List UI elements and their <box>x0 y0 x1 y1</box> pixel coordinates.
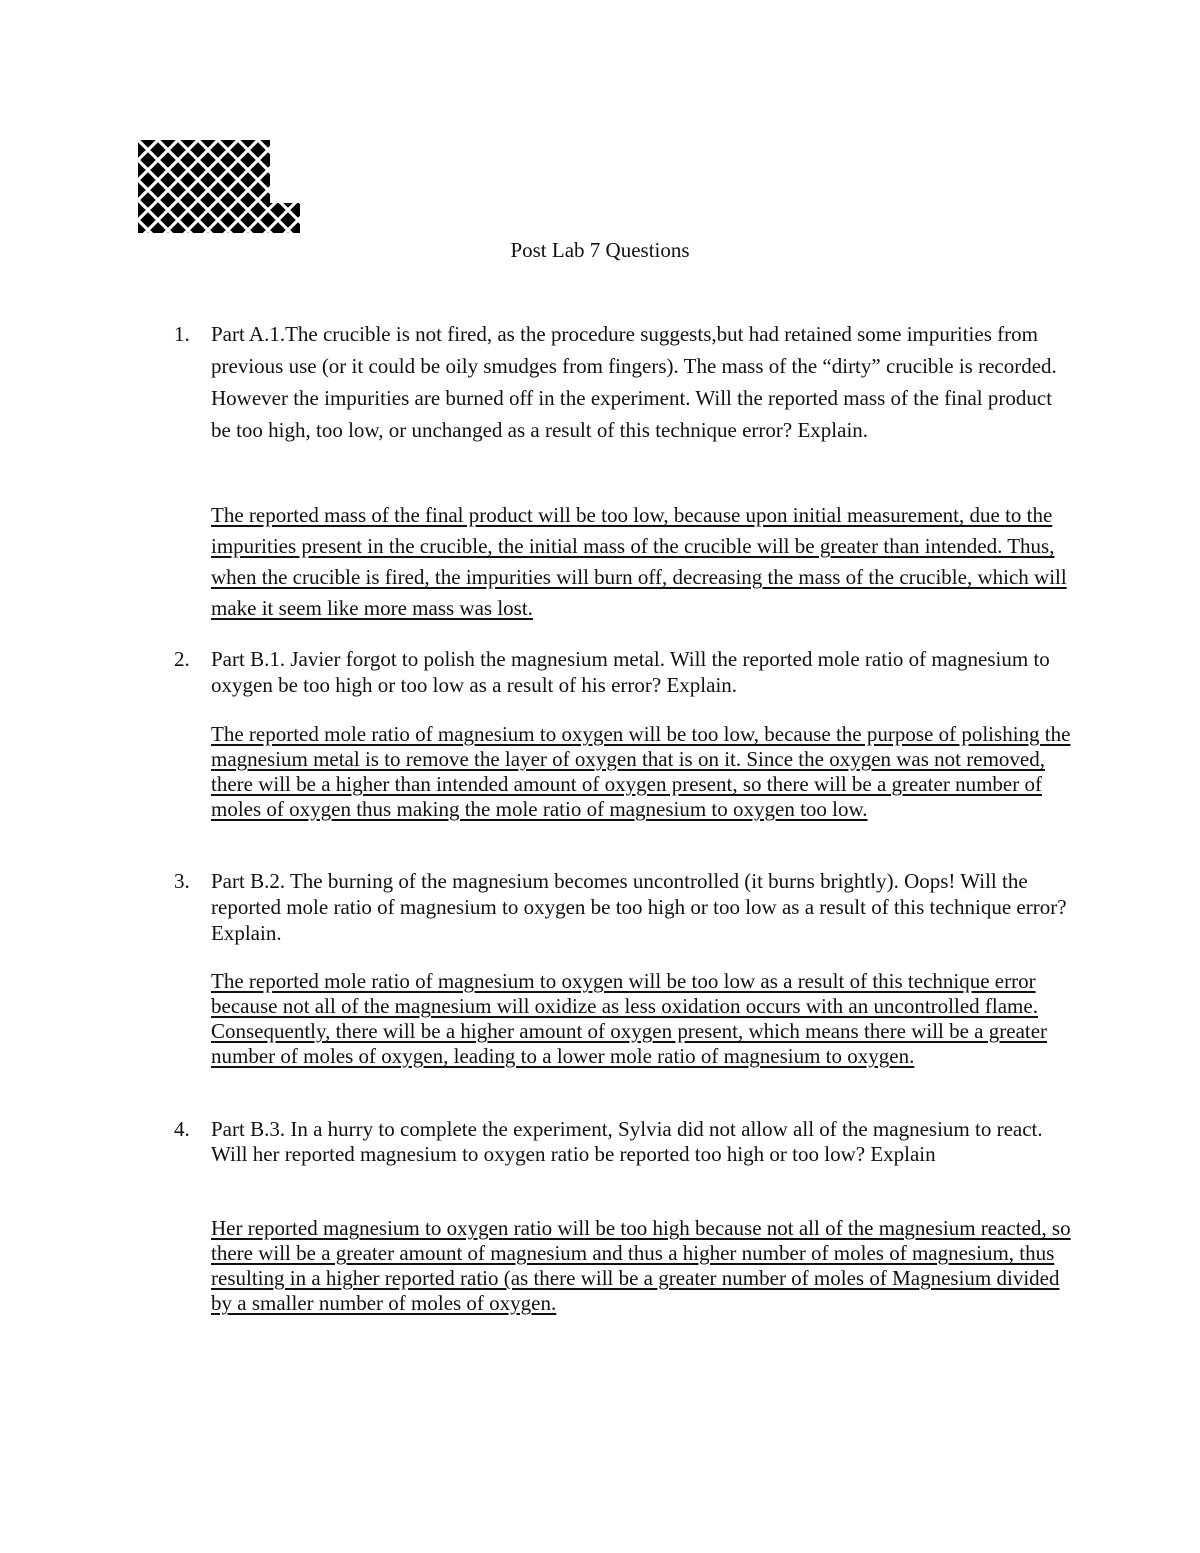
question-number: 4. <box>174 1117 190 1141</box>
question-number: 2. <box>174 647 190 671</box>
question-text: Part A.1.The crucible is not fired, as the procedure suggests,but had retained some impurities from previous use (or it could be oily smudges from fingers). The mass of the “dirty” crucible is recorded. However the impurities are burned off in the experiment. Will the reported mass of the final product be too high, too low, or unchanged as a result of this technique error? Explain. <box>211 322 1057 442</box>
answer-text: The reported mass of the final product will be too low, because upon initial measurement, due to the impurities present in the crucible, the initial mass of the crucible will be greater than intended. Thus, when the crucible is fired, the impurities will burn off, decreasing the mass of the crucible, which will make it seem like more mass was lost. <box>211 503 1067 620</box>
page-title: Post Lab 7 Questions <box>510 238 690 262</box>
question-text: Part B.2. The burning of the magnesium becomes uncontrolled (it burns brightly). Oops! Will the reported mole ratio of magnesium to oxygen be too high or too low as a result of this technique error? Explain. <box>211 869 1067 945</box>
question-text: Part B.1. Javier forgot to polish the magnesium metal. Will the reported mole ratio of magnesium to oxygen be too high or too low as a result of his error? Explain. <box>211 647 1050 697</box>
question-number: 1. <box>174 322 190 346</box>
answer-text: The reported mole ratio of magnesium to oxygen will be too low as a result of this technique error because not all of the magnesium will oxidize as less oxidation occurs with an uncontrolled flame. Consequently, there will be a higher amount of oxygen present, which means there will be a greater number of moles of oxygen, leading to a lower mole ratio of magnesium to oxygen. <box>211 969 1048 1068</box>
question-text: Part B.3. In a hurry to complete the experiment, Sylvia did not allow all of the magnesium to react. Will her reported magnesium to oxygen ratio be reported too high or too low? Explain <box>211 1117 1043 1166</box>
answer-text: The reported mole ratio of magnesium to oxygen will be too low, because the purpose of polishing the magnesium metal is to remove the layer of oxygen that is on it. Since the oxygen was not removed, there will be a higher than intended amount of oxygen present, so there will be a greater number of moles of oxygen thus making the mole ratio of magnesium to oxygen too low. <box>211 722 1071 821</box>
question-number: 3. <box>174 869 190 893</box>
answer-text: Her reported magnesium to oxygen ratio will be too high because not all of the magnesium reacted, so there will be a greater amount of magnesium and thus a higher number of moles of magnesium, thus resulting in a higher reported ratio (as there will be a greater number of moles of Magnesium divided by a smaller number of moles of oxygen. <box>211 1216 1071 1315</box>
